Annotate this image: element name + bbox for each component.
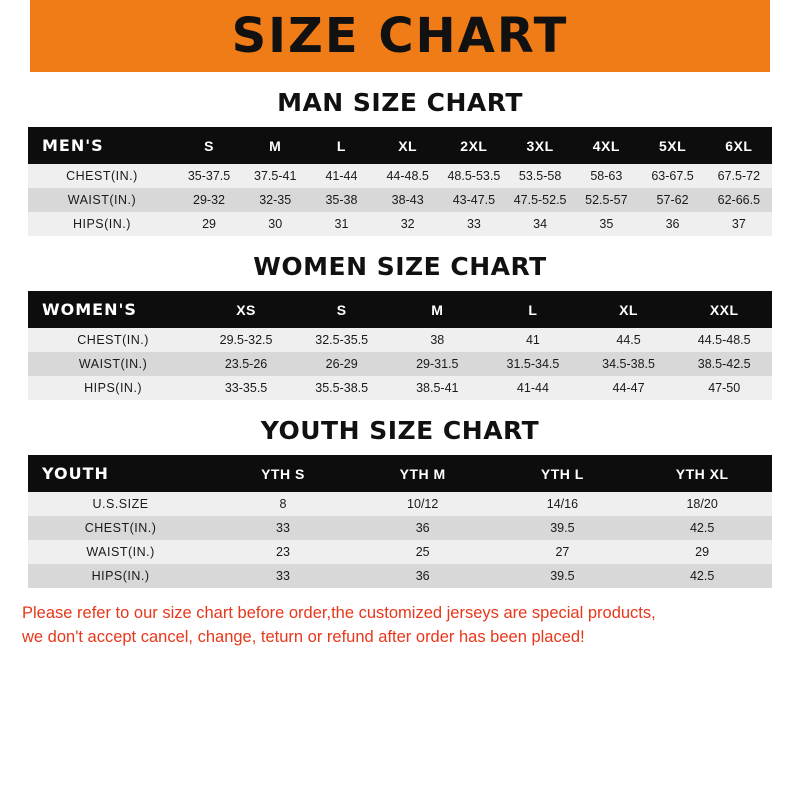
table-cell: 34.5-38.5 (581, 352, 677, 376)
table-row (28, 212, 772, 236)
table-cell: 35-37.5 (176, 164, 242, 188)
table-cell: 23.5-26 (198, 352, 294, 376)
table-cell: 30 (242, 212, 308, 236)
table-cell: 44-47 (581, 376, 677, 400)
men-header-cell: XL (375, 127, 441, 164)
table-row (28, 352, 772, 376)
youth-section-title: YOUTH SIZE CHART (260, 416, 540, 445)
table-row (28, 188, 772, 212)
women-header-cell: XL (581, 291, 677, 328)
banner-left-notch (0, 0, 30, 72)
table-cell: 43-47.5 (441, 188, 507, 212)
youth-header-cell: YOUTH (28, 455, 213, 492)
table-cell: 18/20 (632, 492, 772, 516)
table-cell: 48.5-53.5 (441, 164, 507, 188)
men-header-cell: 4XL (573, 127, 639, 164)
table-cell: 29 (632, 540, 772, 564)
table-cell: 39.5 (493, 564, 633, 588)
women-table-body (28, 328, 772, 400)
table-cell: 26-29 (294, 352, 390, 376)
table-cell: 27 (493, 540, 633, 564)
table-cell: 32 (375, 212, 441, 236)
table-cell: 25 (353, 540, 493, 564)
table-cell: 44.5-48.5 (676, 328, 772, 352)
table-cell: 42.5 (632, 516, 772, 540)
table-row (28, 164, 772, 188)
row-label: CHEST(IN.) (28, 516, 213, 540)
men-table-head (28, 127, 772, 164)
men-header-cell: 2XL (441, 127, 507, 164)
table-cell: 37 (706, 212, 772, 236)
youth-header-cell: YTH XL (632, 455, 772, 492)
table-cell: 35 (573, 212, 639, 236)
table-cell: 23 (213, 540, 353, 564)
women-header-row (28, 291, 772, 328)
table-cell: 53.5-58 (507, 164, 573, 188)
row-label: CHEST(IN.) (28, 164, 176, 188)
disclaimer-line-2: we don't accept cancel, change, teturn or refund after order has been placed! (22, 627, 585, 646)
table-cell: 39.5 (493, 516, 633, 540)
table-cell: 33-35.5 (198, 376, 294, 400)
table-cell: 41-44 (485, 376, 581, 400)
youth-header-row (28, 455, 772, 492)
youth-table-head (28, 455, 772, 492)
row-label: HIPS(IN.) (28, 376, 198, 400)
table-cell: 8 (213, 492, 353, 516)
men-header-cell: L (308, 127, 374, 164)
men-table-body (28, 164, 772, 236)
women-header-cell: XXL (676, 291, 772, 328)
women-size-table (28, 291, 772, 400)
men-header-cell: 3XL (507, 127, 573, 164)
youth-size-table (28, 455, 772, 588)
men-header-cell: S (176, 127, 242, 164)
women-table-head (28, 291, 772, 328)
men-section-title: MAN SIZE CHART (277, 88, 523, 117)
table-row (28, 564, 772, 588)
women-header-cell: XS (198, 291, 294, 328)
table-cell: 29 (176, 212, 242, 236)
table-cell: 10/12 (353, 492, 493, 516)
table-cell: 44-48.5 (375, 164, 441, 188)
women-header-cell: S (294, 291, 390, 328)
table-row (28, 516, 772, 540)
women-section (0, 252, 800, 400)
banner (0, 0, 800, 72)
men-size-table (28, 127, 772, 236)
table-cell: 63-67.5 (639, 164, 705, 188)
youth-header-cell: YTH S (213, 455, 353, 492)
disclaimer-note (0, 602, 800, 650)
row-label: HIPS(IN.) (28, 564, 213, 588)
men-header-cell: M (242, 127, 308, 164)
men-header-cell: MEN'S (28, 127, 176, 164)
table-cell: 42.5 (632, 564, 772, 588)
youth-section (0, 416, 800, 588)
women-header-cell: M (389, 291, 485, 328)
women-header-cell: WOMEN'S (28, 291, 198, 328)
table-cell: 36 (353, 516, 493, 540)
table-cell: 36 (353, 564, 493, 588)
table-cell: 31.5-34.5 (485, 352, 581, 376)
table-cell: 33 (213, 516, 353, 540)
table-cell: 32.5-35.5 (294, 328, 390, 352)
row-label: WAIST(IN.) (28, 540, 213, 564)
banner-right-notch (770, 0, 800, 72)
table-cell: 29.5-32.5 (198, 328, 294, 352)
table-cell: 33 (441, 212, 507, 236)
table-cell: 41-44 (308, 164, 374, 188)
table-cell: 38 (389, 328, 485, 352)
youth-header-cell: YTH L (493, 455, 633, 492)
women-section-title: WOMEN SIZE CHART (253, 252, 547, 281)
men-section (0, 88, 800, 236)
men-header-cell: 6XL (706, 127, 772, 164)
table-cell: 33 (213, 564, 353, 588)
table-row (28, 540, 772, 564)
row-label: WAIST(IN.) (28, 352, 198, 376)
table-cell: 36 (639, 212, 705, 236)
table-cell: 38-43 (375, 188, 441, 212)
table-cell: 37.5-41 (242, 164, 308, 188)
table-cell: 52.5-57 (573, 188, 639, 212)
men-header-cell: 5XL (639, 127, 705, 164)
table-row (28, 376, 772, 400)
table-cell: 67.5-72 (706, 164, 772, 188)
row-label: U.S.SIZE (28, 492, 213, 516)
table-cell: 29-32 (176, 188, 242, 212)
table-cell: 29-31.5 (389, 352, 485, 376)
men-header-row (28, 127, 772, 164)
table-cell: 44.5 (581, 328, 677, 352)
table-cell: 41 (485, 328, 581, 352)
table-cell: 47-50 (676, 376, 772, 400)
table-cell: 57-62 (639, 188, 705, 212)
table-cell: 35.5-38.5 (294, 376, 390, 400)
table-cell: 35-38 (308, 188, 374, 212)
youth-header-cell: YTH M (353, 455, 493, 492)
table-cell: 32-35 (242, 188, 308, 212)
table-cell: 62-66.5 (706, 188, 772, 212)
row-label: HIPS(IN.) (28, 212, 176, 236)
table-row (28, 492, 772, 516)
table-cell: 31 (308, 212, 374, 236)
women-header-cell: L (485, 291, 581, 328)
table-row (28, 328, 772, 352)
row-label: WAIST(IN.) (28, 188, 176, 212)
table-cell: 38.5-42.5 (676, 352, 772, 376)
table-cell: 14/16 (493, 492, 633, 516)
row-label: CHEST(IN.) (28, 328, 198, 352)
table-cell: 38.5-41 (389, 376, 485, 400)
disclaimer-line-1: Please refer to our size chart before order,the customized jerseys are special products, (22, 604, 656, 622)
table-cell: 34 (507, 212, 573, 236)
table-cell: 47.5-52.5 (507, 188, 573, 212)
table-cell: 58-63 (573, 164, 639, 188)
page-title: SIZE CHART (231, 8, 569, 64)
youth-table-body (28, 492, 772, 588)
